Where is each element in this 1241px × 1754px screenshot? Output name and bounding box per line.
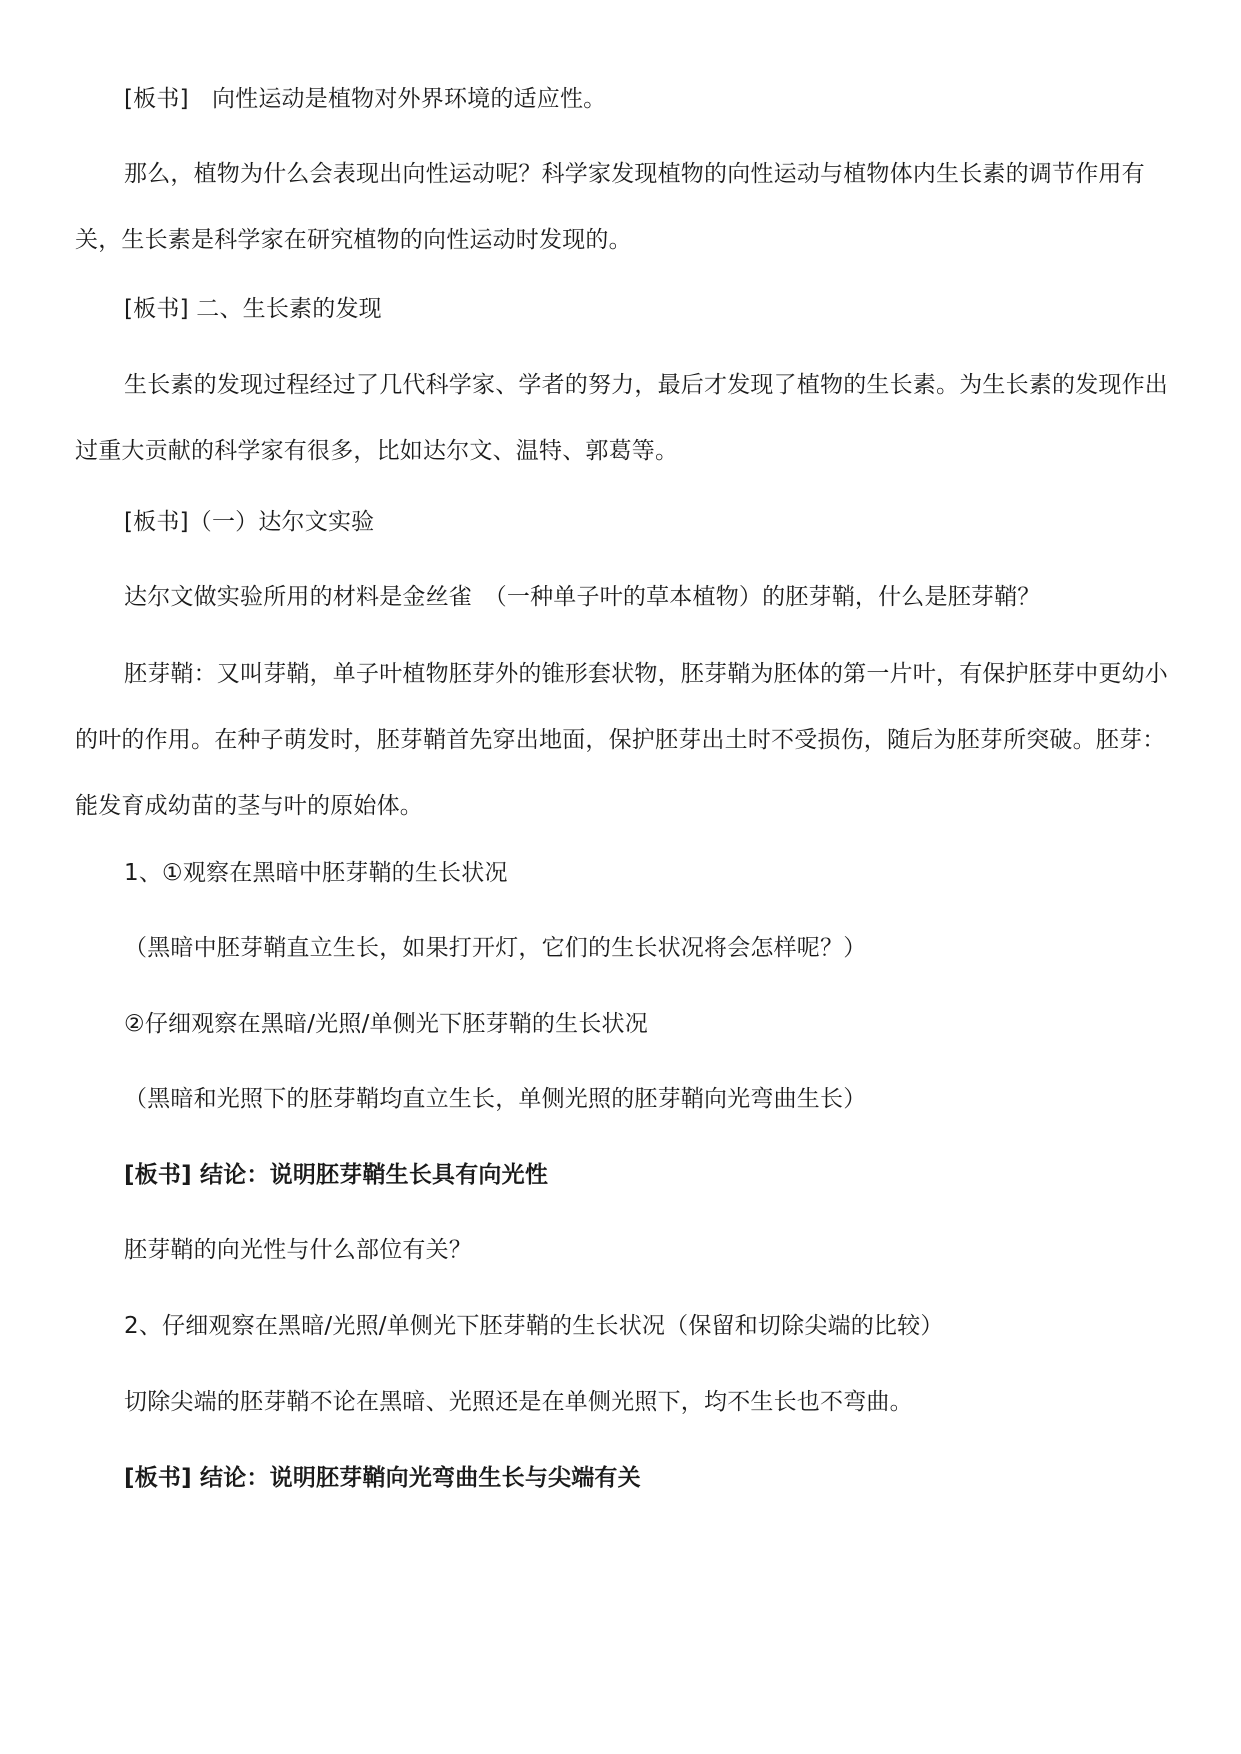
paragraph-darwin-materials: 达尔文做实验所用的材料是金丝雀 （一种单子叶的草本植物）的胚芽鞘，什么是胚芽鞘？ (124, 584, 1041, 610)
step-1-observe-dark: 1、①观察在黑暗中胚芽鞘的生长状况 (124, 860, 508, 886)
step-2-compare-tip: 2、仔细观察在黑暗/光照/单侧光下胚芽鞘的生长状况（保留和切除尖端的比较） (124, 1313, 944, 1339)
paragraph-tropism-question: 那么，植物为什么会表现出向性运动呢？科学家发现植物的向性运动与植物体内生长素的调节作用有关，生长素是科学家在研究植物的向性运动时发现的。 (75, 161, 1145, 253)
board-note-darwin-experiment: [板书]（一）达尔文实验 (124, 509, 375, 535)
board-note-tropism: [板书] 向性运动是植物对外界环境的适应性。 (124, 86, 607, 112)
step-observe-light-conditions: ②仔细观察在黑暗/光照/单侧光下胚芽鞘的生长状况 (124, 1011, 648, 1037)
paragraph-coleoptile-definition: 胚芽鞘：又叫芽鞘，单子叶植物胚芽外的锥形套状物，胚芽鞘为胚体的第一片叶，有保护胚芽中更幼小的叶的作用。在种子萌发时，胚芽鞘首先穿出地面，保护胚芽出土时不受损伤，随后为胚芽所突破。胚芽：能发育成幼苗的茎与叶的原始体。 (75, 661, 1168, 819)
note-light-growth: （黑暗和光照下的胚芽鞘均直立生长，单侧光照的胚芽鞘向光弯曲生长） (124, 1086, 867, 1112)
paragraph-auxin-history: 生长素的发现过程经过了几代科学家、学者的努力，最后才发现了植物的生长素。为生长素的发现作出过重大贡献的科学家有很多，比如达尔文、温特、郭葛等。 (75, 372, 1168, 464)
note-tip-removed: 切除尖端的胚芽鞘不论在黑暗、光照还是在单侧光照下，均不生长也不弯曲。 (124, 1389, 913, 1415)
question-which-part: 胚芽鞘的向光性与什么部位有关？ (124, 1237, 472, 1263)
note-dark-growth: （黑暗中胚芽鞘直立生长，如果打开灯，它们的生长状况将会怎样呢？） (124, 935, 867, 961)
board-conclusion-phototropism: [板书] 结论：说明胚芽鞘生长具有向光性 (124, 1162, 549, 1188)
board-conclusion-tip: [板书] 结论：说明胚芽鞘向光弯曲生长与尖端有关 (124, 1465, 641, 1491)
board-note-auxin-discovery: [板书] 二、生长素的发现 (124, 296, 382, 322)
